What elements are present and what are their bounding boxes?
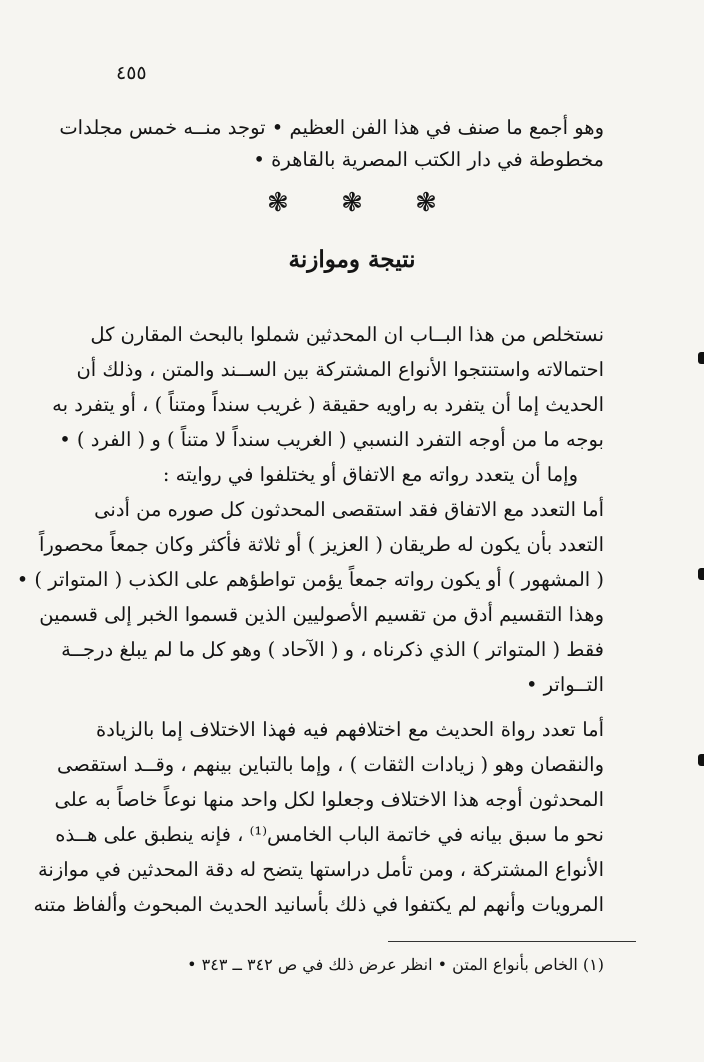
section-separator: ❃ ❃ ❃: [267, 188, 459, 218]
paragraph-line: وإما أن يتعدد رواته مع الاتفاق أو يختلفوا في روايته :: [162, 463, 578, 486]
intro-line: وهو أجمع ما صنف في هذا الفن العظيم • توجد منــه خمس مجلدات: [59, 116, 604, 139]
paragraph-line: أما تعدد رواة الحديث مع اختلافهم فيه فهذا الاختلاف إما بالزيادة: [96, 718, 604, 741]
paragraph-line: نحو ما سبق بيانه في خاتمة الباب الخامس⁽¹⁾ ، فإنه ينطبق على هــذه: [55, 823, 604, 846]
paragraph-line: أما التعدد مع الاتفاق فقد استقصى المحدثون كل صوره من أدنى: [94, 498, 604, 521]
paragraph-line: المرويات وأنهم لم يكتفوا في ذلك بأسانيد الحديث المبحوث وألفاظ متنه: [33, 893, 604, 916]
intro-line: مخطوطة في دار الكتب المصرية بالقاهرة •: [253, 148, 604, 171]
paragraph-line: المحدثون أوجه هذا الاختلاف وجعلوا لكل واحد منها نوعاً خاصاً به على: [54, 788, 604, 811]
section-title: نتيجة وموازنة: [288, 246, 416, 273]
paragraph-line: احتمالاته واستنتجوا الأنواع المشتركة بين الســند والمتن ، وذلك أن: [76, 358, 604, 381]
paragraph-line: التــواتر •: [525, 673, 604, 696]
margin-mark: [698, 568, 704, 580]
paragraph-line: ( المشهور ) أو يكون رواته جمعاً يؤمن تواطؤهم على الكذب ( المتواتر ) •: [16, 568, 604, 591]
margin-mark: [698, 754, 704, 766]
paragraph-line: فقط ( المتواتر ) الذي ذكرناه ، و ( الآحاد ) وهو كل ما لم يبلغ درجــة: [61, 638, 604, 661]
footnote-rule: [388, 941, 636, 942]
paragraph-line: الحديث إما أن يتفرد به راويه حقيقة ( غريب سنداً ومتناً ) ، أو يتفرد به: [52, 393, 604, 416]
paragraph-line: التعدد بأن يكون له طريقان ( العزيز ) أو ثلاثة فأكثر وكان جمعاً محصوراً: [38, 533, 604, 556]
paragraph-line: الأنواع المشتركة ، ومن تأمل دراستها يتضح له دقة المحدثين في موازنة: [37, 858, 604, 881]
paragraph-line: نستخلص من هذا البــاب ان المحدثين شملوا بالبحث المقارن كل: [90, 323, 604, 346]
margin-mark: [698, 352, 704, 364]
paragraph-line: والنقصان وهو ( زيادات الثقات ) ، وإما بالتباين بينهم ، وقــد استقصى: [56, 753, 604, 776]
paragraph-line: بوجه ما من أوجه التفرد النسبي ( الغريب سنداً لا متناً ) و ( الفرد ) •: [59, 428, 604, 451]
paragraph-line: وهذا التقسيم أدق من تقسيم الأصوليين الذين قسموا الخبر إلى قسمين: [39, 603, 604, 626]
page-number: ٤٥٥: [116, 62, 147, 84]
footnote: (١) الخاص بأنواع المتن • انظر عرض ذلك في ص ٣٤٢ ــ ٣٤٣ •: [187, 955, 604, 974]
